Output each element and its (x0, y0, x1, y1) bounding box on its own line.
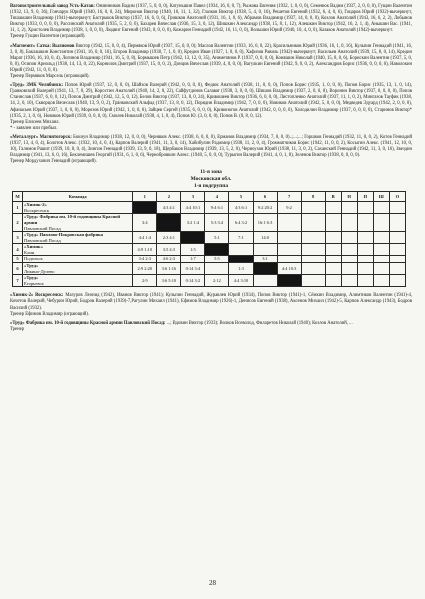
coach-line: Тренер Елисеев Михаил. (10, 119, 60, 125)
score-cell (277, 256, 301, 263)
column-header: Команда (23, 192, 133, 202)
stat-cell (357, 263, 373, 275)
team-name: «Магнезит» Сатка: Вылномов (10, 43, 75, 49)
stat-cell (389, 263, 405, 275)
column-header: 2 (157, 192, 181, 202)
team-city: Клин (24, 249, 35, 255)
team-name: «Труд» Фабрика им. 10-й годовщины Красной армии (24, 214, 121, 225)
score-cell: 6:4 3:2 (229, 214, 253, 232)
team-name: «Металлург» Магнитогорск: (10, 135, 72, 141)
stat-cell (357, 244, 373, 256)
column-header: 6 (253, 192, 277, 202)
stat-cell (357, 232, 373, 244)
table-row (13, 214, 406, 232)
column-header: П (357, 192, 373, 202)
stat-cell (389, 256, 405, 263)
score-cell: 9:4 6:1 (205, 202, 229, 214)
score-cell: 16:1 6:3 (253, 214, 277, 232)
team-name: «Химик» (24, 244, 43, 250)
row-number: 2 (13, 214, 23, 232)
row-number: 1 (13, 202, 23, 214)
roster-trud-pavlovsky (10, 321, 412, 333)
table-row (13, 202, 406, 214)
stat-cell (389, 244, 405, 256)
score-cell: 4:9 1:10 (133, 244, 157, 256)
score-cell: 3:6 5:10 (157, 275, 181, 287)
score-cell (301, 263, 325, 275)
stat-cell (389, 275, 405, 287)
team-city: Павловский Посад (24, 237, 61, 243)
team-name: «Труд» (24, 263, 39, 269)
score-cell: 9:2 (277, 202, 301, 214)
score-cell: 3:6 1:16 (157, 263, 181, 275)
team-city: Подольск (24, 256, 43, 262)
score-cell: 5:1 (205, 232, 229, 244)
score-cell: 2:9 2:20 (133, 263, 157, 275)
team-name: «Химик-2» (24, 202, 47, 208)
score-cell: 9:2 20:2 (253, 202, 277, 214)
score-cell (205, 263, 229, 275)
stat-cell (357, 214, 373, 232)
team-name: Вагоностроительный завод Усть-Катав: (10, 4, 95, 9)
score-cell: 0:14 3:4 (181, 263, 205, 275)
roster-text: Мазуров Леонид (1942), Иванов Виктор (1941); Кульпин Геннадий, Журавлев Юрий (1934), Попов Виктор (1941)-1, Сёмкин Владимир, Алимтиков Валентин (1941)-4, Кочетов Валерий, Чебурин Юрий, Бодров Валерий (1939)-7,Рагулин Михаил (1941), Ефимов Владимир (1926)-1, Денисов Евгений (1938), Аксенов Михаил (1942)-5, Карпов Александр (1943), Бодров Василий (1932). (10, 293, 413, 311)
score-cell: 4:4 3:10 (229, 275, 253, 287)
row-number: 6 (13, 263, 23, 275)
coach-line: Тренер Гущин Валентин (играющий). (10, 34, 86, 40)
stat-cell (389, 202, 405, 214)
roster-text: Попов Юрий (1937, 12, 0, 0, 0), Шайхов Валерий (1942, 0, 0, 0, 0), Федюк Анатолий (1938, 11, 0, 0, 0), Попов Борис (1935, 1, 0, 0, 0), Попов Борис (1935, 13, 1, 0, 14), Гранковский Валерий (1941, 13, 7, 0, 29), Коростин Анатолий (1940, 14, 2, 0, 22), Сайфутдинов Салават (1938, 3, 0, 0, 0), Шишов Владимир (1937, 2, 0, 0, 0), Воронин Виктор (1937, 0, 0, 0, 0), Попов Станислав (1937, 6, 0, 0, 12), Попов Дмитрий (1942, 12, 5, 0, 12), Белов Виктор (1937, 13, 8, 0, 24), Кривошеев Виктор (1936, 6, 0, 0, 0), Листопленко Анатолий (1937, 11, 1, 0, 2), Мингазов Тауфик (1938, 14, 2, 0, 10), Скворцов Вячеслав (1940, 13, 9, 0, 2), Гранковский Альфад (1937, 13, 8, 0, 12), Порядин Владимир (1942, 7, 0, 0, 0), Новиков Анатолий (1942, 5, 0, 0, 0), Медведев Эдуард (1942, 2, 0, 0, 0), Афанасьев Юрий (1937, 1, 0, 0, 0), Морозов Юрий (1942, 1, 0, 0, 0), Зайцев Сергей (1935, 6, 0, 0, 0), Кривоногов Анатолий (1942, 0, 0, 0, 0), Холодилин Владимир (1937, 0, 0, 0, 0), Старинов Виктор* (1935, 2, 1, 0, 6), Новиков Юрий (1939, 0, 0, 0, 0), Смолев Николай (1938, 4, 1, 0, 4), Попов Ю. (3, 0, 0, 0), Попов В. (8, 8, 0, 12). (10, 83, 412, 119)
score-cell (277, 214, 301, 232)
score-cell: 2:9 (133, 275, 157, 287)
score-cell: 0:14 3:2 (181, 275, 205, 287)
row-number: 5 (13, 256, 23, 263)
stat-cell (341, 202, 357, 214)
stat-cell (373, 232, 389, 244)
column-header: Ш (373, 192, 389, 202)
diagonal-cell (133, 202, 157, 214)
footer-rosters (10, 293, 412, 333)
roster-khimik-2 (10, 293, 412, 317)
table-row (13, 232, 406, 244)
stat-cell (341, 256, 357, 263)
column-header: О (389, 192, 405, 202)
team-cell (23, 263, 133, 275)
roster-ust-katav (10, 4, 412, 40)
column-header: 5 (229, 192, 253, 202)
stat-cell (325, 214, 341, 232)
score-cell: 4:3 6:1 (229, 202, 253, 214)
score-cell: 4:4 1:4 (133, 232, 157, 244)
stat-cell (357, 256, 373, 263)
roster-text: Бокиун Владимир (1938, 12, 0, 0, 0), Черняков Алекс. (1938, 6, 0, 0, 0), Ерманов Владимир (1934, 7, 0, 0, 0)..;...;...; Горшков Геннадий (1932, 11, 0, 0, 2), Котов Геннадий (1937, 13, 4, 0, 4), Болотов Алекс. (1932, 10, 4, 0, 4), Карпов Валерий (1941, 11, 3, 0, 14), Хабибулин Раджмир (1938, 11, 2, 0, 4), Громматчиков Борис (1942, 11, 0, 0, 2), Косыгин Алекс. (1941, 12, 10, 0, 10), Галимов Рашит (1939, 10, 8, 0, 4), Зингин Геннадий (1939, 13, 9, 0, 18), Щербаков Владимир (1939, 13, 5, 2, 0), Черноухов Юрий (1938, 11, 3, 0, 2), Саханский Геннадий (1942, 11, 3, 0, 16), Звездин Владимир (1941, 13, 6, 0, 16), Беклемишев Георгий (1931, 6, 1, 0, 6), Чернобровкин Алекс. (1940, 5, 0, 0, 0), Турыгин Валерий (1941, 4, 0, 1, 8), Зеленов Виктор (1938, 0, 0, 0, 0). (10, 135, 412, 159)
team-name: «Труд» Фабрика им. 10-й годовщины Красной армии Павловский Посад: (10, 321, 166, 327)
coach-line: Тренер Мордухович Геннадий (играющий). (10, 159, 97, 165)
score-cell: 1:5 (181, 244, 205, 256)
coach-line: Тренер Ефимов Владимир (играющий). (10, 311, 90, 317)
stat-cell (325, 202, 341, 214)
column-header: В (325, 192, 341, 202)
score-cell (301, 244, 325, 256)
table-body (13, 202, 406, 287)
score-cell (253, 244, 277, 256)
team-name: «Труд» (24, 275, 39, 281)
zone-subtitle: Московская обл. (190, 175, 232, 182)
score-cell (301, 214, 325, 232)
score-cell (301, 275, 325, 287)
column-header: 7 (277, 192, 301, 202)
row-number: 7 (13, 275, 23, 287)
score-cell (253, 275, 277, 287)
diagonal-cell (181, 232, 205, 244)
zone-group: 1-я подгруппа (193, 182, 229, 189)
score-cell (301, 232, 325, 244)
stat-cell (373, 244, 389, 256)
score-cell: 3:5 4:3 (157, 244, 181, 256)
team-city: Павловский Посад (24, 225, 61, 231)
column-header: 8 (301, 192, 325, 202)
team-rosters (10, 4, 412, 165)
stat-cell (373, 202, 389, 214)
stat-cell (341, 244, 357, 256)
column-header: 4 (205, 192, 229, 202)
roster-text: ...; Вдовин Виктор (1933); Волков Всеволод, Филаретов Николай (1940); Козлов Анатолий, ... (165, 321, 353, 327)
score-cell (301, 256, 325, 263)
stat-cell (341, 263, 357, 275)
team-cell (23, 244, 133, 256)
score-cell: 1:3 (229, 263, 253, 275)
table-row (13, 244, 406, 256)
stat-cell (325, 232, 341, 244)
score-cell: 2:12 (205, 275, 229, 287)
stat-cell (373, 263, 389, 275)
score-cell: 3:2 1:4 (181, 214, 205, 232)
roster-satka (10, 44, 412, 80)
stat-cell (341, 232, 357, 244)
score-cell: 3:4 2:3 (133, 256, 157, 263)
stat-cell (325, 256, 341, 263)
score-cell: 4:4 10:1 (181, 202, 205, 214)
stat-cell (389, 214, 405, 232)
score-cell: 4:4 10:3 (277, 263, 301, 275)
table-header-row (13, 192, 406, 202)
stat-cell (357, 202, 373, 214)
column-header: Н (341, 192, 357, 202)
team-city: Воскресенск (24, 207, 50, 213)
diagonal-cell (157, 214, 181, 232)
score-cell: 3:1 (253, 256, 277, 263)
roster-chelyabinsk (10, 83, 412, 131)
page-number: 28 (209, 579, 216, 587)
diagonal-cell (277, 275, 301, 287)
team-city: Ликино-Дулево (24, 268, 55, 274)
zone-title: 11-я зона (200, 169, 222, 176)
stat-cell (325, 275, 341, 287)
team-city: Егорьевск (24, 280, 44, 286)
stat-cell (341, 214, 357, 232)
score-cell: 4:3 4:1 (157, 202, 181, 214)
coach-line: Тренер Пермяков Марсель (играющий). (10, 73, 90, 79)
team-name: «Химик-2» Воскресенск: (10, 293, 64, 299)
score-cell (277, 232, 301, 244)
coach-line: Тренер (10, 327, 25, 333)
diagonal-cell (205, 244, 229, 256)
table-row (13, 263, 406, 275)
score-cell: 5:3 3:4 (205, 214, 229, 232)
column-header: 3 (181, 192, 205, 202)
table-row (13, 256, 406, 263)
team-name: «Труд» ЗМК Челябинск: (10, 83, 64, 89)
footnote: * - заявлен или прибыл. (10, 125, 58, 131)
team-cell (23, 202, 133, 214)
score-cell: 5:5 (205, 256, 229, 263)
row-number: 4 (13, 244, 23, 256)
team-cell (23, 232, 133, 244)
stat-cell (341, 275, 357, 287)
team-cell (23, 214, 133, 232)
score-cell: 2:3 4:1 (157, 232, 181, 244)
stat-cell (357, 275, 373, 287)
column-header: 1 (133, 192, 157, 202)
diagonal-cell (253, 263, 277, 275)
standings-table (12, 191, 406, 287)
stat-cell (325, 263, 341, 275)
score-cell (301, 202, 325, 214)
stat-cell (373, 275, 389, 287)
table-row (13, 275, 406, 287)
zone-heading (10, 169, 412, 189)
score-cell: 4:6 2:3 (157, 256, 181, 263)
document-page (10, 4, 412, 337)
stat-cell (373, 256, 389, 263)
roster-magnitogorsk (10, 135, 412, 165)
team-cell (23, 275, 133, 287)
stat-cell (325, 244, 341, 256)
score-cell (277, 244, 301, 256)
score-cell: 14:0 (253, 232, 277, 244)
team-name: «Труд» Павлово-Покровская фабрика (24, 232, 103, 238)
score-cell: 1:7 (181, 256, 205, 263)
stat-cell (373, 214, 389, 232)
stat-cell (389, 232, 405, 244)
team-cell (23, 256, 133, 263)
column-header: М (13, 192, 23, 202)
score-cell: 7:1 (229, 232, 253, 244)
roster-text: Овчинников Вадим (1937, 5, 0, 0, 0), Катуньшин Павел (1934, 16, 0, 0, 7), Рыжова Евгения (1932, 1, 0, 0, 0), Семенюк Вадим (1937, 2, 0, 0, 0), Гущин Валентин (1932, 13, 9, 0, 36), Гончарук Юрий (1940, 16, 0, 0, 24), Миронов Виктор (1940, 16, 11, 1, 32), Глазков Виктор (1938, 5, 4, 0, 16), Решетов Евгений (1932, 6, 4, 0, 6), Гоцаров Юрий (1932)-вычеркнут, Тишакшин Владимир (1941)-вычеркнут; Бастрыков Виктор (1937, 16, 6, 0, 6), Гришков Анатолий (1931, 16, 1, 0, 6), Абрамов Владимир (1937, 14, 0, 0, 0), Козлов Анатолий (1943, 16, 6, 2, 2), Лобынов Виктор (1933, 0, 0, 0, 0), Рассинский Анатолий (1935, 5, 2, 0, 6), Бахарев Вячеслав (1936, 15, 3, 0, 12), Шишкин Александр (1938, 15, 8, 1, 12), Алешкин Виктор (1942, 16, 2, 1, 4), Анышин Вас. (1941, 11, 1, 2), Христолев Владимир (1938, 1, 0, 0, 0), Людвиг Евгений (1943, 0, 0, 0, 0), Кожарин Геннадий (1942, 16, 11, 0, 0), Вольшин Юрий (1940, 10, 4, 0, 0), Казаков Анатолий (1942)-вычеркнут. (10, 4, 412, 34)
row-number: 3 (13, 232, 23, 244)
roster-text: Виктор (1942, 15, 0, 0, 4), Пермяков Юрий (1937, 15, 0, 0, 0); Маслов Валентин (1933, 16, 0, 0, 22), Красильников Юрий (1936, 16, 1, 0, 16), Кульпин Геннадий (1941, 16, 3, 0, 8), Баклашкин Константин (1941, 16, 0, 0, 16), Егоров Владимир (1938, 7, 1, 0, 0), Кредин Иван (1927, 1, 0, 0, 0), Хафизов Равиль (1942)-вычеркнут; Васильев Анатолий (1939, 15, 8, 0, 14), Кредин Марат (1936, 16, 10, 0, 4), Логинов Владимир (1941, 16, 5, 0, 8), Бормышев Петр (1942, 13, 12, 0, 35), Аниметянов Р. (1937, 0, 0, 0, 0), Коняшин Николай (1940, 15, 8, 0, 6), Борискин Валентин (1937, 5, 0, 0, 0), Осипов Арнольд (1938, 14, 13, 0, 22), Корнилов Дмитрий (1937, 15, 0, 0, 2), Донцов Вячеслав (1939, 4, 0, 0, 0), Вагулкин Евгений (1942, 9, 0, 0, 2), Александров Борис (1936, 0, 0, 0, 0), Наволокин Юрий (1942, 11, 0, 0, 0). (10, 43, 412, 73)
score-cell (229, 244, 253, 256)
score-cell: 3:4 (133, 214, 157, 232)
diagonal-cell (229, 256, 253, 263)
